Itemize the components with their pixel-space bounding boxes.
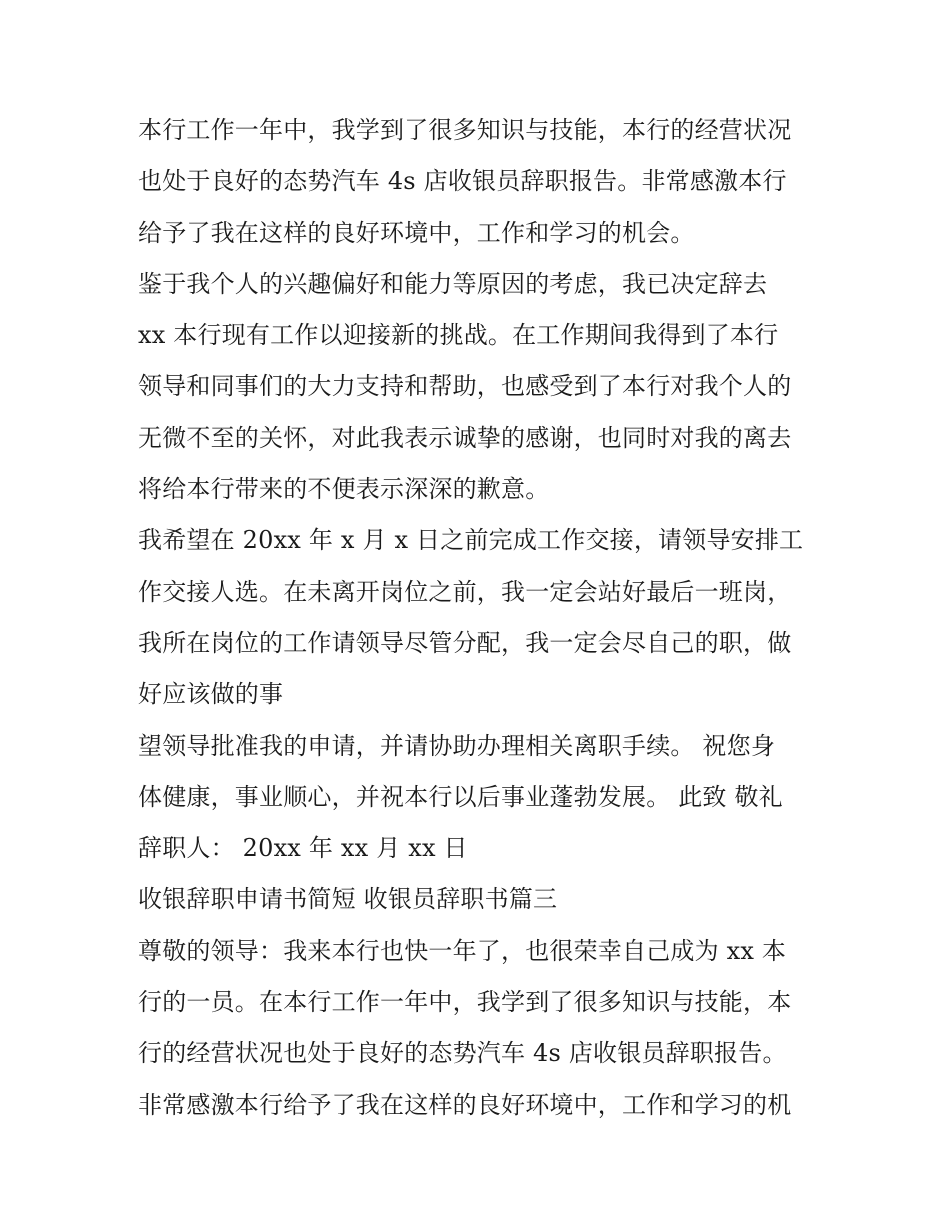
- text-line: 体健康，事业顺心，并祝本行以后事业蓬勃发展。 此致 敬礼: [138, 782, 783, 811]
- text-line: 尊敬的领导：我来本行也快一年了，也很荣幸自己成为 xx 本: [138, 936, 787, 965]
- signature-line: 辞职人： 20xx 年 xx 月 xx 日: [138, 834, 468, 863]
- text-line: 望领导批准我的申请，并请协助办理相关离职手续。 祝您身: [138, 731, 776, 760]
- body-text: [138, 108, 818, 1134]
- text-line: 将给本行带来的不便表示深深的歉意。: [138, 475, 550, 504]
- text-line: 非常感激本行给予了我在这样的良好环境中，工作和学习的机: [138, 1090, 792, 1119]
- section-heading: 收银辞职申请书简短 收银员辞职书篇三: [138, 885, 558, 914]
- text-line: 领导和同事们的大力支持和帮助，也感受到了本行对我个人的: [138, 372, 792, 401]
- text-line: 无微不至的关怀，对此我表示诚挚的感谢，也同时对我的离去: [138, 423, 792, 452]
- text-line: 行的经营状况也处于良好的态势汽车 4s 店收银员辞职报告。: [138, 1039, 787, 1068]
- text-line: 行的一员。在本行工作一年中，我学到了很多知识与技能，本: [138, 988, 792, 1017]
- text-line: 作交接人选。在未离开岗位之前，我一定会站好最后一班岗，: [138, 577, 792, 606]
- text-line: xx 本行现有工作以迎接新的挑战。在工作期间我得到了本行: [138, 321, 779, 350]
- text-line: 本行工作一年中，我学到了很多知识与技能，本行的经营状况: [138, 116, 792, 144]
- text-line: 我所在岗位的工作请领导尽管分配，我一定会尽自己的职，做: [138, 628, 792, 657]
- text-line: 我希望在 20xx 年 x 月 x 日之前完成工作交接，请领导安排工: [138, 526, 804, 555]
- text-line: 鉴于我个人的兴趣偏好和能力等原因的考虑，我已决定辞去: [138, 269, 768, 298]
- text-line: 好应该做的事: [138, 680, 284, 709]
- text-line: 也处于良好的态势汽车 4s 店收银员辞职报告。非常感激本行: [138, 167, 787, 196]
- text-line: 给予了我在这样的良好环境中，工作和学习的机会。: [138, 218, 695, 247]
